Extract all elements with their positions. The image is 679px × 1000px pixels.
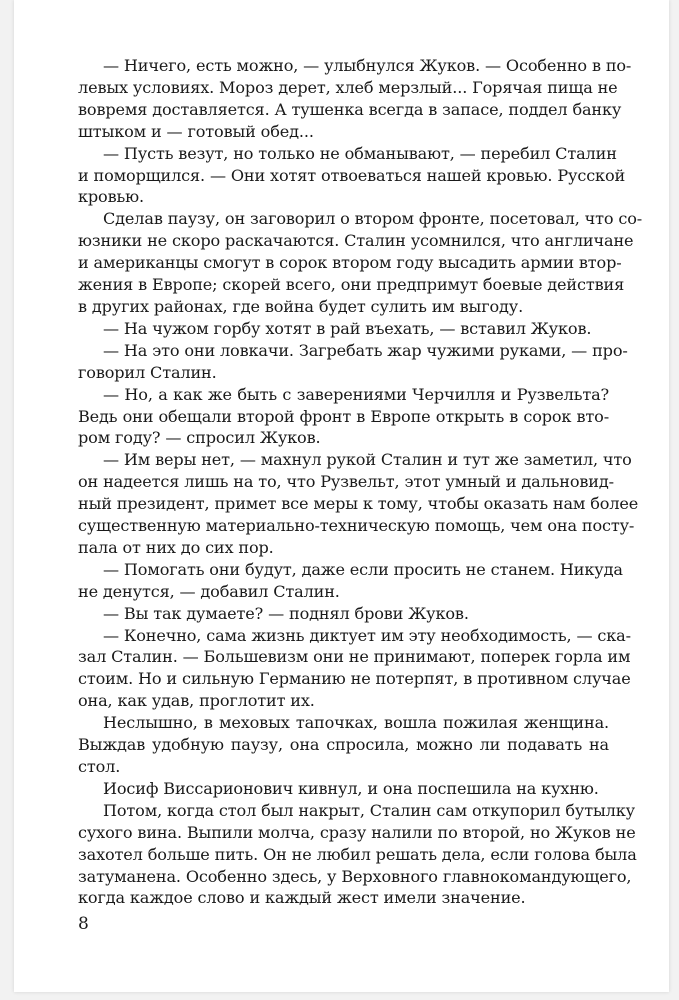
text-line: затуманена. Особенно здесь, у Верховного главнокомандующего, (78, 866, 632, 886)
text-line: — На это они ловкачи. Загребать жар чужими руками, — про- (103, 340, 628, 360)
text-line: захотел больше пить. Он не любил решать дела, если голова была (78, 844, 637, 864)
text-line: Сделав паузу, он заговорил о втором фронте, посетовал, что со- (103, 209, 643, 229)
text-line: в других районах, где война будет сулить им выгоду. (78, 296, 524, 316)
text-line: и американцы смогут в сорок втором году высадить армии втор- (78, 253, 622, 273)
paragraph (78, 340, 628, 384)
text-line: Выждав удобную паузу, она спросила, можно ли подавать на (78, 735, 609, 755)
text-line: — Пусть везут, но только не обманывают, — перебил Сталин (103, 143, 617, 163)
text-line: левых условиях. Мороз дерет, хлеб мерзлый... Горячая пища не (78, 77, 618, 97)
paragraph (78, 208, 643, 318)
text-line: — Вы так думаете? — поднял брови Жуков. (103, 603, 469, 623)
paragraph (78, 143, 626, 209)
text-line: — На чужом горбу хотят в рай въехать, — вставил Жуков. (103, 318, 592, 338)
paragraph (78, 384, 609, 450)
book-page (14, 0, 669, 992)
text-line: юзники не скоро раскачаются. Сталин усомнился, что англичане (78, 231, 634, 251)
text-line: существенную материально-техническую помощь, чем она посту- (78, 516, 635, 536)
paragraph (78, 712, 609, 778)
paragraph (78, 318, 609, 340)
paragraph (78, 778, 609, 800)
paragraph (78, 800, 637, 910)
paragraph (78, 625, 631, 713)
text-line: когда каждое слово и каждый жест имели значение. (78, 888, 526, 908)
text-line: пала от них до сих пор. (78, 537, 274, 557)
paragraph (78, 603, 609, 625)
page-number: 8 (78, 914, 89, 934)
text-line: жения в Европе; скорей всего, они предпримут боевые действия (78, 275, 625, 295)
paragraph (78, 559, 623, 603)
text-line: он надеется лишь на то, что Рузвельт, этот умный и дальновид- (78, 472, 614, 492)
text-line: Потом, когда стол был накрыт, Сталин сам откупорил бутылку (103, 800, 635, 820)
text-line: она, как удав, проглотит их. (78, 691, 315, 711)
text-line: ный президент, примет все меры к тому, чтобы оказать нам более (78, 494, 639, 514)
page-text (78, 55, 643, 909)
text-line: — Им веры нет, — махнул рукой Сталин и тут же заметил, что (103, 450, 632, 470)
text-line: говорил Сталин. (78, 362, 217, 382)
text-line: стол. (78, 757, 121, 776)
text-line: штыком и — готовый обед... (78, 121, 314, 141)
text-line: Неслышно, в меховых тапочках, вошла пожилая женщина. (103, 713, 609, 733)
text-line: стоим. Но и сильную Германию не потерпят, в противном случае (78, 669, 631, 689)
text-line: ром году? — спросил Жуков. (78, 428, 321, 448)
text-line: не денутся, — добавил Сталин. (78, 581, 340, 601)
paragraph (78, 55, 632, 143)
text-line: вовремя доставляется. А тушенка всегда в запасе, поддел банку (78, 99, 622, 119)
text-line: Иосиф Виссарионович кивнул, и она поспешила на кухню. (103, 778, 599, 798)
paragraph (78, 449, 639, 559)
text-line: сухого вина. Выпили молча, сразу налили по второй, но Жуков не (78, 822, 636, 842)
text-line: зал Сталин. — Большевизм они не принимают, поперек горла им (78, 647, 631, 667)
text-line: кровью. (78, 187, 144, 207)
text-line: и поморщился. — Они хотят отвоеваться нашей кровью. Русской (78, 165, 626, 185)
text-line: Ведь они обещали второй фронт в Европе открыть в сорок вто- (78, 406, 609, 426)
text-line: — Помогать они будут, даже если просить не станем. Никуда (103, 559, 623, 579)
text-line: — Но, а как же быть с заверениями Черчилля и Рузвельта? (103, 384, 609, 404)
text-line: — Ничего, есть можно, — улыбнулся Жуков. — Особенно в по- (103, 56, 632, 75)
text-line: — Конечно, сама жизнь диктует им эту необходимость, — ска- (103, 625, 631, 645)
